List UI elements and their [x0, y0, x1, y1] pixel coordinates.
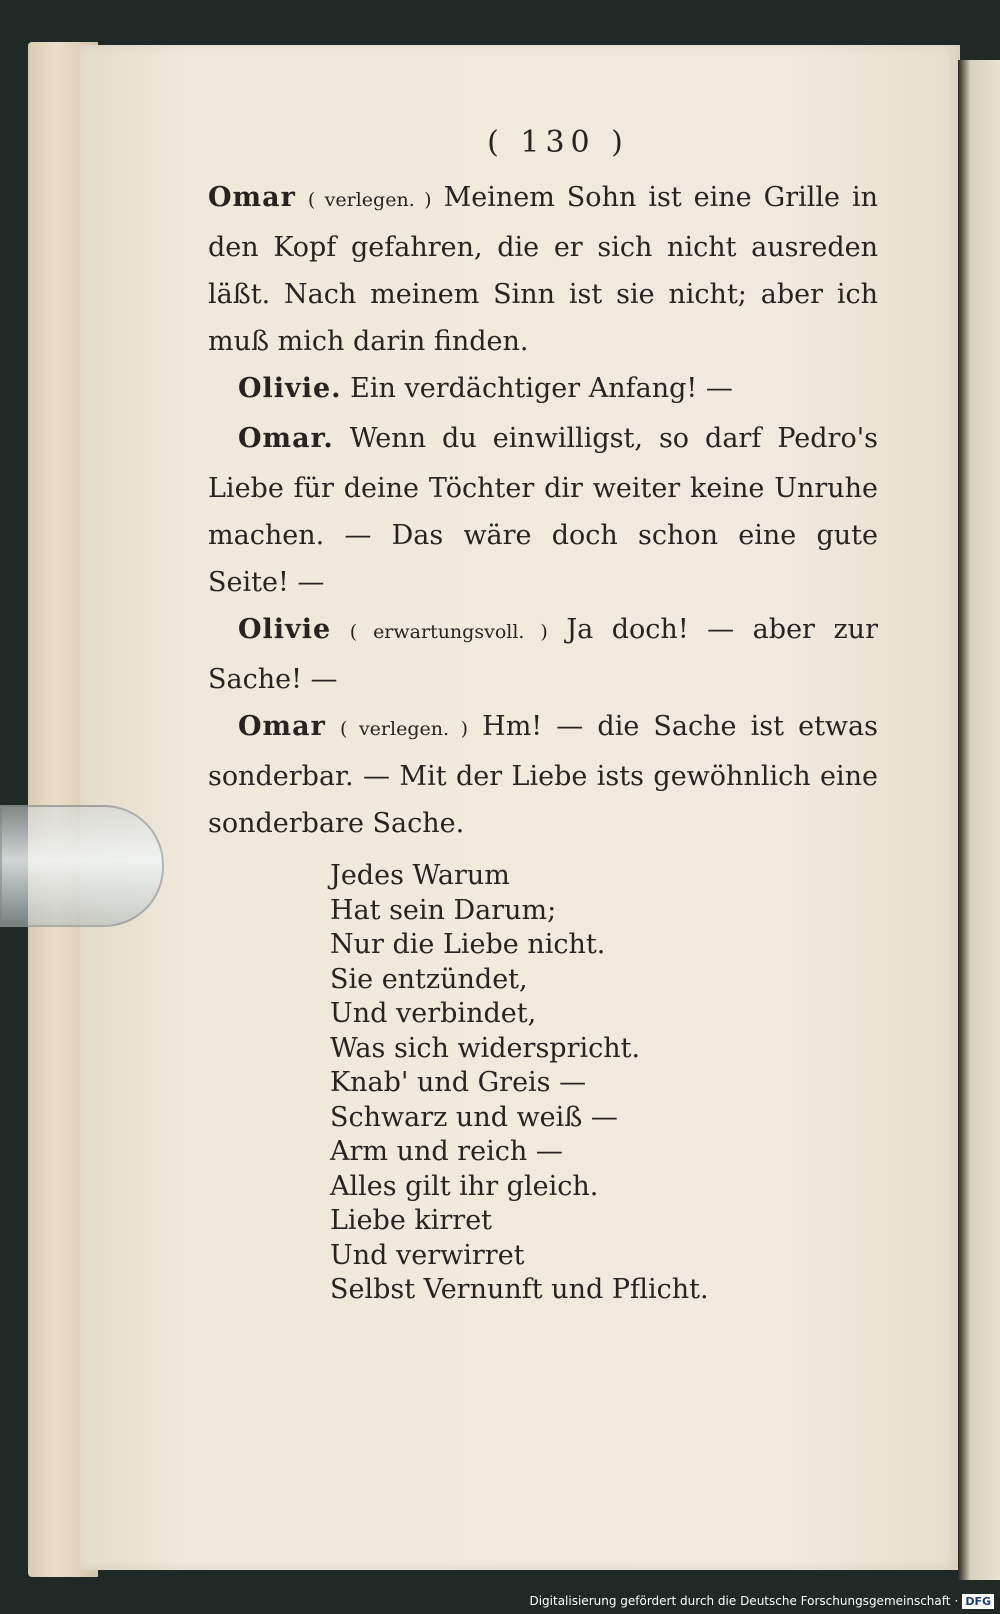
speaker-name: Olivie — [238, 614, 332, 645]
dialogue-text: Wenn du einwilligst, so darf Pedro's Liebe für deine Töchter dir weiter keine Unruhe machen. — Das wäre doch schon eine gute Seite! — — [208, 423, 878, 598]
speaker-name: Omar — [208, 182, 296, 213]
speaker-name: Omar — [238, 711, 326, 742]
poem-line: Und verbindet, — [330, 998, 537, 1029]
poem-line: Alles gilt ihr gleich. — [330, 1170, 599, 1202]
poem-line: Knab' und Greis — — [330, 1067, 587, 1098]
scan-thumb-holder — [0, 805, 164, 927]
poem-line: Hat sein Darum; — [330, 894, 557, 926]
poem-line: Nur die Liebe nicht. — [330, 929, 606, 960]
page-text — [208, 125, 878, 1308]
poem — [208, 859, 878, 1308]
paragraph-1 — [208, 174, 878, 365]
poem-line: Selbst Vernunft und Pflicht. — [330, 1274, 709, 1305]
poem-line: Was sich widerspricht. — [330, 1032, 641, 1064]
paragraph-3 — [208, 415, 878, 606]
stage-direction: ( erwartungsvoll. ) — [349, 621, 548, 643]
paragraph-4 — [208, 606, 878, 703]
dialogue-text: Ja doch! — aber zur Sache! — — [208, 614, 878, 695]
dialogue-text: Hm! — die Sache ist etwas sonderbar. — Mit der Liebe ists gewöhnlich eine sonderbare Sache. — [208, 711, 878, 839]
poem-line: Jedes Warum — [330, 860, 510, 891]
dialogue-text: Ein verdächtiger Anfang! — — [350, 373, 733, 404]
stage-direction: ( verlegen. ) — [339, 718, 469, 740]
poem-line: Sie entzündet, — [330, 963, 528, 995]
poem-line: Arm und reich — — [330, 1136, 563, 1167]
speaker-name: Olivie. — [238, 373, 342, 404]
facing-page-edge — [958, 60, 1000, 1580]
page-number: ( 130 ) — [487, 125, 629, 160]
poem-line: Und verwirret — [330, 1239, 525, 1271]
dfg-logo: DFG — [962, 1594, 994, 1609]
stage-direction: ( verlegen. ) — [307, 189, 432, 211]
credit-text: Digitalisierung gefördert durch die Deutsche Forschungsgemeinschaft — [529, 1594, 951, 1608]
paragraph-5 — [208, 703, 878, 847]
speaker-name: Omar. — [238, 423, 334, 454]
poem-line: Liebe kirret — [330, 1205, 493, 1236]
digitization-credit: Digitalisierung gefördert durch die Deutsche Forschungsgemeinschaft · DFG — [529, 1590, 994, 1612]
poem-line: Schwarz und weiß — — [330, 1101, 618, 1133]
paragraph-2 — [208, 365, 878, 415]
dialogue-text: Meinem Sohn ist eine Grille in den Kopf gefahren, die er sich nicht ausreden läßt. Nach meinem Sinn ist sie nicht; aber ich muß mich darin finden. — [208, 182, 878, 357]
